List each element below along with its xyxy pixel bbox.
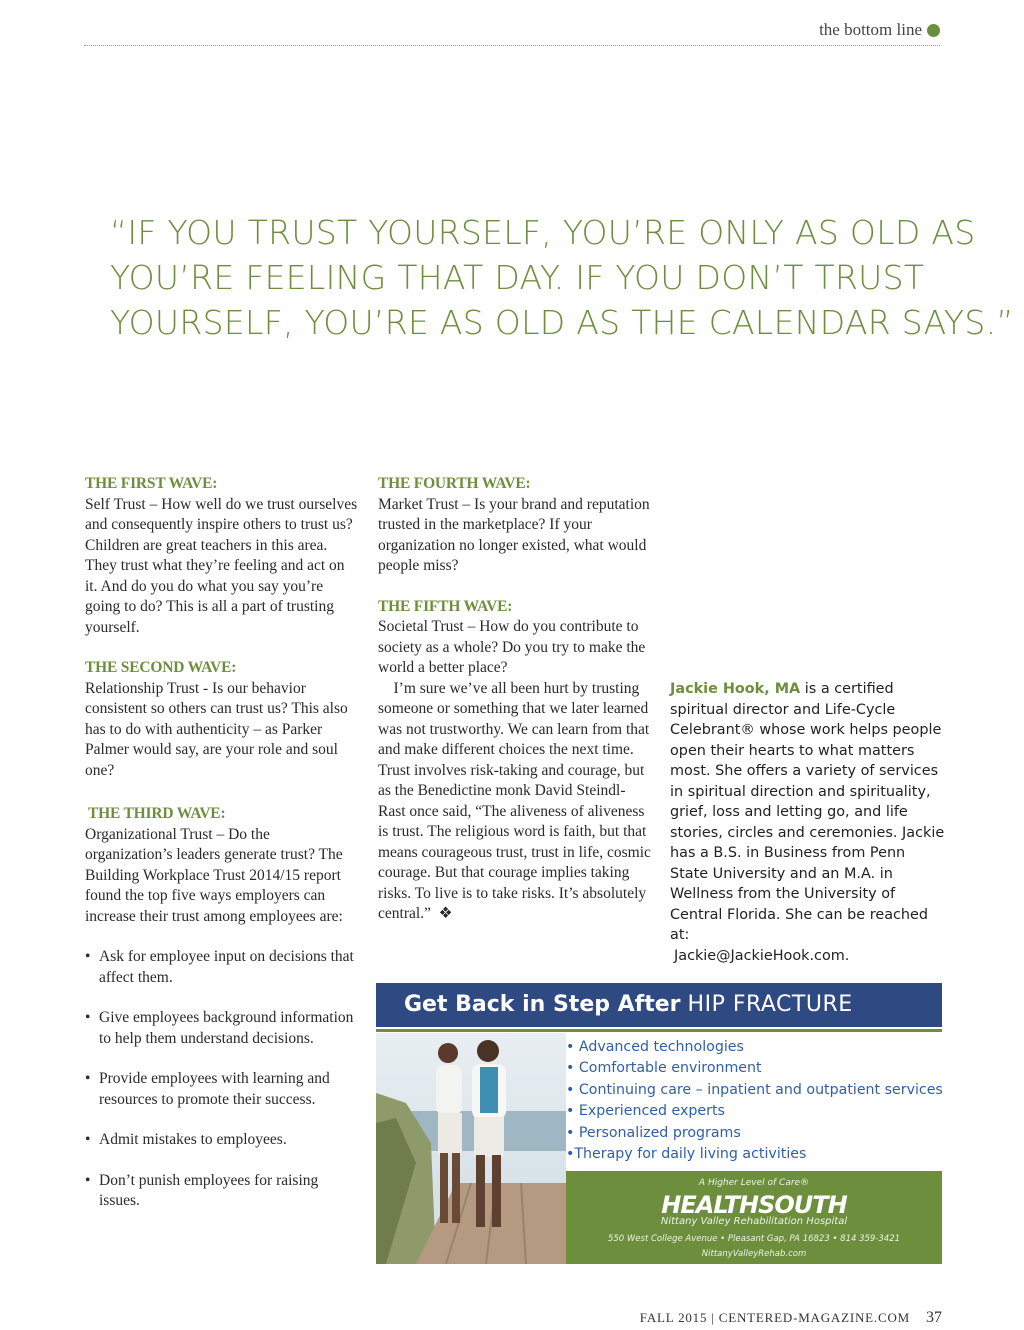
- author-email: Jackie@JackieHook.com.: [674, 947, 850, 964]
- ad-feature-item: •Therapy for daily living activities: [566, 1146, 807, 1163]
- first-wave-body: Self Trust – How well do we trust ourselves and consequently inspire others to trust us? Children are great teachers in this area. They trust what they’re feeling and act on it. And do you do what you say you’re going to do? This is all a part of trusting yourself.: [85, 495, 358, 636]
- second-wave-body: Relationship Trust - Is our behavior consistent so others can trust us? This also has to do with authenticity – as Parker Palmer would say, are your role and soul one?: [85, 679, 348, 779]
- header-rule: [84, 45, 940, 46]
- trust-bullet-list: [85, 947, 360, 1212]
- article-column-left: [85, 474, 360, 1232]
- ad-website: NittanyValleyRehab.com: [701, 1249, 807, 1259]
- ad-feature-list: [566, 1037, 943, 1165]
- healthsouth-logo: HEALTHSOUTH: [661, 1191, 847, 1219]
- bullet-item: • Provide employees with learning and resources to promote their success.: [85, 1069, 360, 1110]
- third-wave-body: Organizational Trust – Do the organization’s leaders generate trust? The Building Workplace Trust 2014/15 report found the top five ways employers can increase their trust among employees are:: [85, 825, 343, 925]
- ad-headline-banner: [376, 983, 942, 1027]
- green-dot-icon: [927, 24, 940, 37]
- second-wave-section: [85, 658, 360, 781]
- pull-quote-line: YOURSELF, YOU’RE AS OLD AS THE CALENDAR SAYS.”: [110, 303, 1014, 342]
- bullet-item: • Ask for employee input on decisions that affect them.: [85, 947, 360, 988]
- closing-text: I’m sure we’ve all been hurt by trusting someone or something that we later learned was not trustworthy. We can learn from that and make different choices the next time. Trust involves risk-taking and courage, but as the Benedictine monk David Steindl-Rast once said, “The aliveness of aliveness is trust. The religious word is faith, but that means courageous trust, trust in life, cosmic courage. But that courage implies taking risks. To live is to take risks. It’s absolutely central.”: [378, 679, 651, 922]
- fourth-wave-body: Market Trust – Is your brand and reputation trusted in the marketplace? If your organization no longer existed, what would people miss?: [378, 495, 650, 574]
- ad-logo-panel: [566, 1171, 942, 1264]
- section-label-text: the bottom line: [819, 20, 922, 39]
- pull-quote-line: YOU’RE FEELING THAT DAY. IF YOU DON’T TRUST: [110, 258, 925, 297]
- pull-quote-line: “IF YOU TRUST YOURSELF, YOU’RE ONLY AS OLD AS: [110, 213, 976, 252]
- ad-feature-item: • Experienced experts: [566, 1103, 725, 1120]
- end-mark-icon: ❖: [438, 905, 453, 922]
- closing-paragraph: [378, 679, 653, 925]
- hospital-advertisement: [376, 983, 942, 1264]
- section-label: [819, 20, 940, 40]
- author-name: Jackie Hook, MA: [670, 681, 801, 697]
- couple-on-boardwalk-photo: [376, 1033, 566, 1264]
- third-wave-section: [85, 804, 360, 1212]
- ad-feature-item: • Comfortable environment: [566, 1060, 762, 1077]
- ad-address: 550 West College Avenue • Pleasant Gap, PA 16823 • 814 359-3421: [607, 1234, 901, 1244]
- ad-feature-item: • Continuing care – inpatient and outpatient services: [566, 1081, 943, 1098]
- fourth-wave-heading: THE FOURTH WAVE:: [378, 475, 531, 492]
- ad-tagline: A Higher Level of Care®: [698, 1178, 810, 1188]
- fifth-wave-section: [378, 597, 653, 925]
- fourth-wave-section: [378, 474, 653, 577]
- page-footer: [640, 1309, 942, 1327]
- footer-issue-text: FALL 2015 | CENTERED-MAGAZINE.COM: [639, 1310, 910, 1325]
- author-bio: [670, 679, 945, 966]
- bullet-item: • Admit mistakes to employees.: [85, 1130, 360, 1151]
- first-wave-heading: THE FIRST WAVE:: [85, 475, 218, 492]
- second-wave-heading: THE SECOND WAVE:: [85, 659, 237, 676]
- bullet-item: • Give employees background information to help them understand decisions.: [85, 1008, 360, 1049]
- third-wave-heading: THE THIRD WAVE:: [88, 805, 226, 822]
- fifth-wave-body: Societal Trust – How do you contribute to society as a whole? Do you try to make the world a better place?: [378, 618, 646, 676]
- ad-headline-bold: Get Back in Step After: [404, 992, 681, 1017]
- ad-feature-item: • Advanced technologies: [566, 1039, 744, 1055]
- page-number: 37: [926, 1309, 942, 1326]
- ad-hospital-name: Nittany Valley Rehabilitation Hospital: [660, 1216, 848, 1227]
- author-bio-text: is a certified spiritual director and Life-Cycle Celebrant® whose work helps people open their hearts to what matters most. She offers a variety of services in spiritual direction and spirituality, grief, loss and letting go, and life stories, circles and ceremonies. Jackie has a B.S. in Business from Penn State University and an M.A. in Wellness from the University of Central Florida. She can be reached at:: [670, 681, 945, 943]
- article-column-middle: [378, 474, 653, 925]
- ad-divider: [376, 1029, 942, 1032]
- pull-quote: [110, 210, 1014, 345]
- ad-feature-item: • Personalized programs: [566, 1124, 741, 1141]
- ad-headline-light: HIP FRACTURE: [687, 992, 853, 1017]
- bullet-item: • Don’t punish employees for raising issues.: [85, 1171, 360, 1212]
- first-wave-section: [85, 474, 360, 638]
- fifth-wave-heading: THE FIFTH WAVE:: [378, 597, 513, 615]
